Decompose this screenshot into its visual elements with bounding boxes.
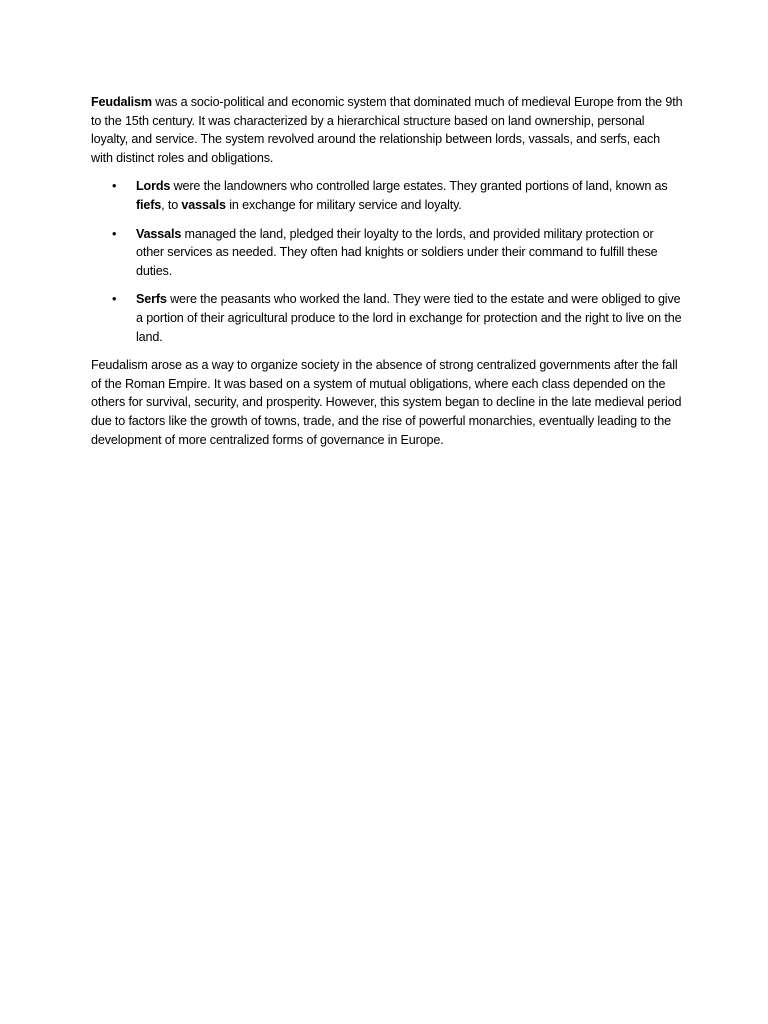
vassals-inline-term: vassals [181,197,226,212]
serfs-term: Serfs [136,292,167,307]
lords-term: Lords [136,179,171,194]
intro-term: Feudalism [91,95,152,109]
list-item-vassals [91,225,683,281]
conclusion-paragraph: Feudalism arose as a way to organize society in the absence of strong centralized governments after the fall of the Roman Empire. It was based on a system of mutual obligations, where each class depended on the others for survival, security, and prosperity. However, this system began to decline in the late medieval period due to factors like the growth of towns, trade, and the rise of powerful monarchies, eventually leading to the development of more centralized forms of governance in Europe. [91,358,682,447]
vassals-text: managed the land, pledged their loyalty to the lords, and provided military protection or other services as needed. They often had knights or soldiers under their command to fulfill these duties. [136,226,658,278]
serfs-text: were the peasants who worked the land. They were tied to the estate and were obliged to give a portion of their agricultural produce to the lord in exchange for protection and the right to live on the land. [136,292,682,344]
bullet-icon: • [112,292,117,307]
bullet-icon: • [112,179,117,194]
lords-text-2: , to [161,197,182,212]
lords-text-1: were the landowners who controlled large estates. They granted portions of land, known as [170,179,668,194]
intro-text: was a socio-political and economic system that dominated much of medieval Europe from the 9th to the 15th century. It was characterized by a hierarchical structure based on land ownership, personal loyalty, and service. The system revolved around the relationship between lords, vassals, and serfs, each with distinct roles and obligations. [91,95,683,165]
intro-paragraph [91,93,683,167]
list-item-serfs [91,290,683,346]
fiefs-term: fiefs [136,197,162,212]
bullet-icon: • [112,226,117,241]
bullet-list [91,177,683,346]
lords-text-3: in exchange for military service and loyalty. [225,197,462,212]
document-body [91,93,683,459]
list-item-lords [91,177,683,214]
vassals-term: Vassals [136,226,182,241]
